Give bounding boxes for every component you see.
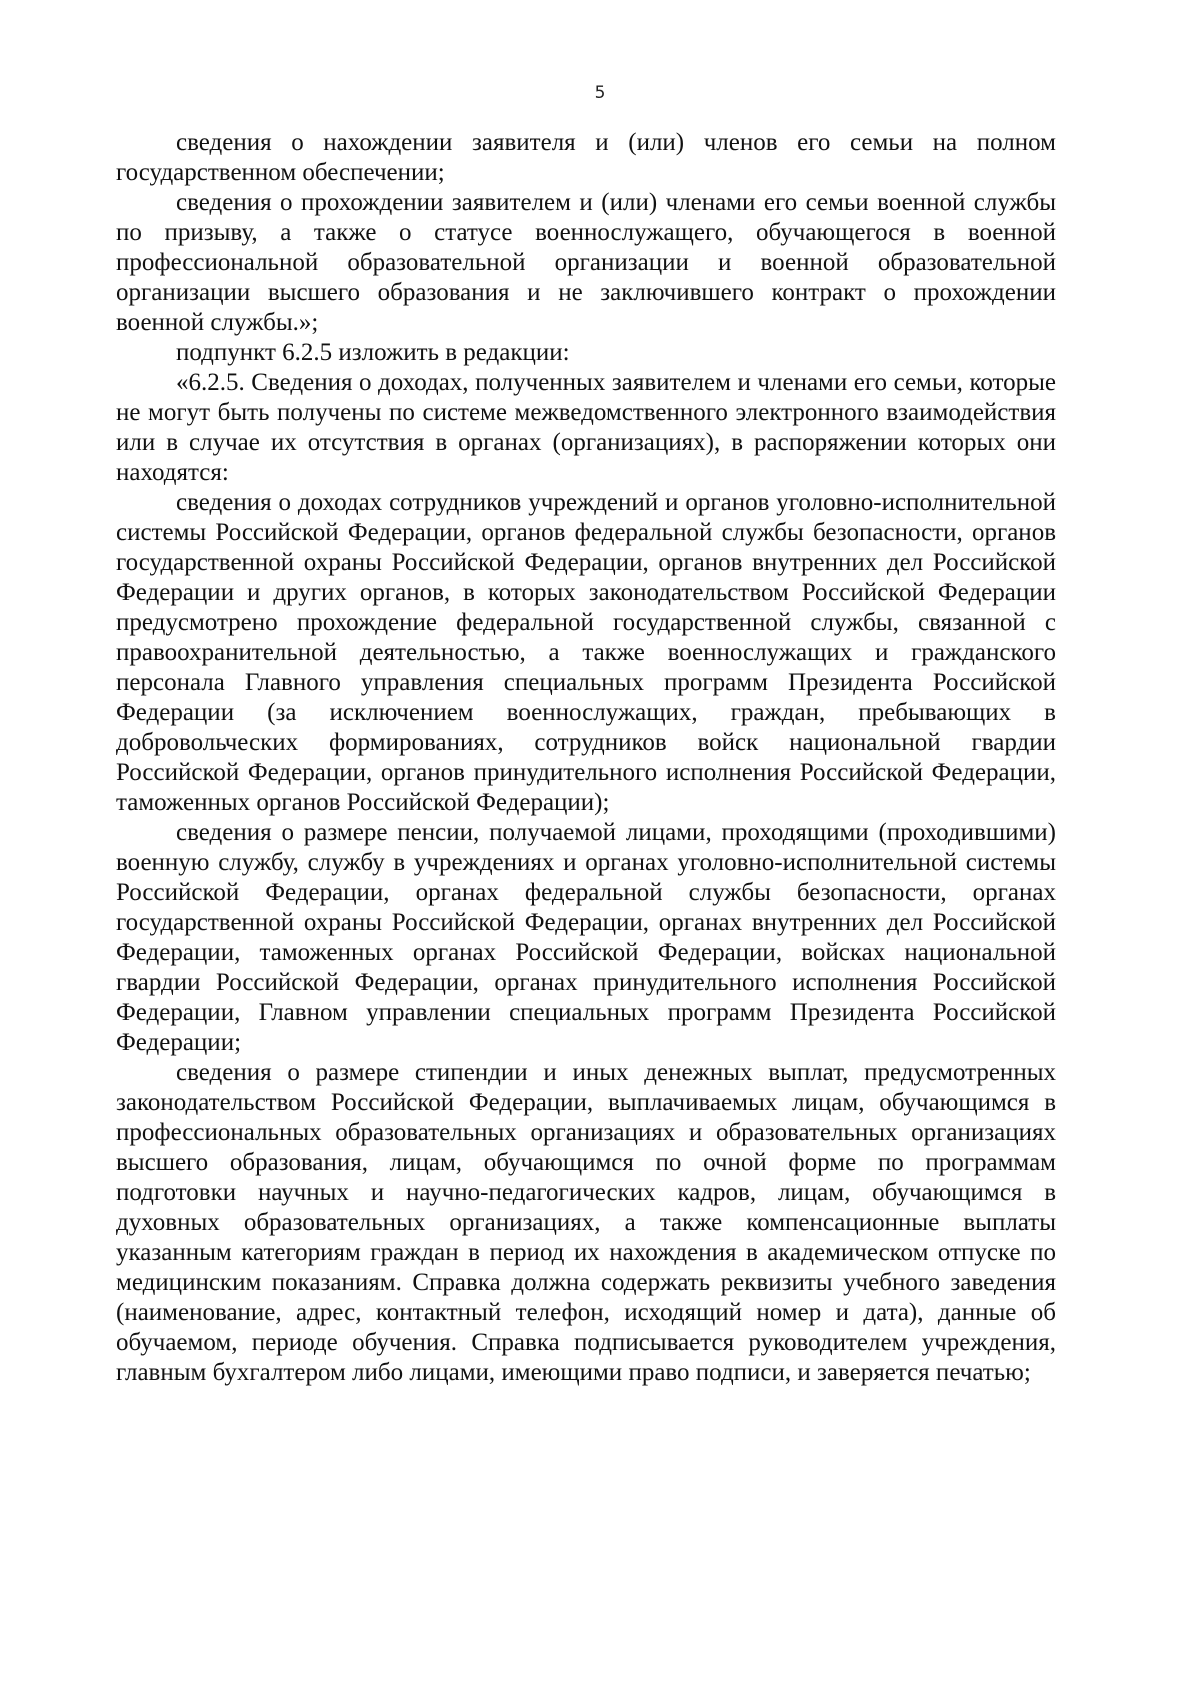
paragraph: подпункт 6.2.5 изложить в редакции: — [176, 339, 570, 366]
paragraph: сведения о размере стипендии и иных денежных выплат, предусмотренных законодательством Российской Федерации, выплачиваемых лицам, обучающимся в профессиональных образовательных организациях и образовательных организациях высшего образования, лицам, обучающимся по очной форме по программам подготовки научных и научно-педагогических кадров, лицам, обучающимся в духовных образовательных организациях, а также компенсационные выплаты указанным категориям граждан в период их нахождения в академическом отпуске по медицинским показаниям. Справка должна содержать реквизиты учебного заведения (наименование, адрес, контактный телефон, исходящий номер и дата), данные об обучаемом, периоде обучения. Справка подписывается руководителем учреждения, главным бухгалтером либо лицами, имеющими право подписи, и заверяется печатью; — [116, 1059, 1056, 1386]
paragraph: сведения о размере пенсии, получаемой лицами, проходящими (проходившими) военную службу, службу в учреждениях и органах уголовно-исполнительной системы Российской Федерации, органах федеральной службы безопасности, органах государственной охраны Российской Федерации, органах внутренних дел Российской Федерации, таможенных органах Российской Федерации, войсках национальной гвардии Российской Федерации, органах принудительного исполнения Российской Федерации, Главном управлении специальных программ Президента Российской Федерации; — [116, 819, 1056, 1056]
document-body — [116, 128, 1056, 1388]
paragraph: «6.2.5. Сведения о доходах, полученных заявителем и членами его семьи, которые не могут быть получены по системе межведомственного электронного взаимодействия или в случае их отсутствия в органах (организациях), в распоряжении которых они находятся: — [116, 369, 1056, 486]
paragraph: сведения о нахождении заявителя и (или) членов его семьи на полном государственном обеспечении; — [116, 129, 1056, 186]
paragraph: сведения о прохождении заявителем и (или) членами его семьи военной службы по призыву, а также о статусе военнослужащего, обучающегося в военной профессиональной образовательной организации и военной образовательной организации высшего образования и не заключившего контракт о прохождении военной службы.»; — [116, 189, 1056, 336]
paragraph: сведения о доходах сотрудников учреждений и органов уголовно-исполнительной системы Российской Федерации, органов федеральной службы безопасности, органов государственной охраны Российской Федерации, органов внутренних дел Российской Федерации и других органов, в которых законодательством Российской Федерации предусмотрено прохождение федеральной государственной службы, связанной с правоохранительной деятельностью, а также военнослужащих и гражданского персонала Главного управления специальных программ Президента Российской Федерации (за исключением военнослужащих, граждан, пребывающих в добровольческих формированиях, сотрудников войск национальной гвардии Российской Федерации, органов принудительного исполнения Российской Федерации, таможенных органов Российской Федерации); — [116, 489, 1056, 816]
page-number: 5 — [594, 83, 606, 103]
